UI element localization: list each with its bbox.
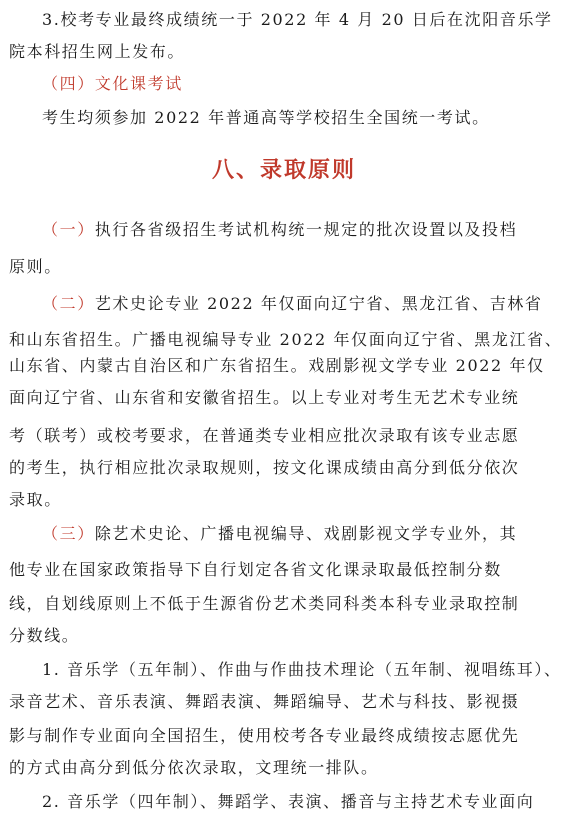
item-line: 的考生，执行相应批次录取规则，按文化课成绩由高分到低分依次 xyxy=(9,458,520,477)
item-line: 考（联考）或校考要求，在普通类专业相应批次录取有该专业志愿 xyxy=(9,426,520,445)
subitem-line: 影与制作专业面向全国招生，使用校考各专业最终成绩按志愿优先 xyxy=(9,726,520,745)
subsection-title: 文化课考试 xyxy=(94,74,183,93)
section-heading: 八、录取原则 xyxy=(211,157,356,183)
item-line xyxy=(42,524,560,544)
paragraph-line: 3.校考专业最终成绩统一于 2022 年 4 月 20 日后在沈阳音乐学 xyxy=(42,10,553,29)
item-line: 线，自划线原则上不低于生源省份艺术类同科类本科专业录取控制 xyxy=(9,594,520,613)
subitem-line: 的方式由高分到低分依次录取，文理统一排队。 xyxy=(9,758,379,777)
item-number: （二） xyxy=(42,294,95,313)
item-line: 分数线。 xyxy=(9,626,80,645)
item-text: 艺术史论专业 2022 年仅面向辽宁省、黑龙江省、吉林省 xyxy=(94,294,543,313)
subitem-line: 1. 音乐学（五年制）、作曲与作曲技术理论（五年制、视唱练耳）、 xyxy=(42,660,562,679)
item-line: 和山东省招生。广播电视编导专业 2022 年仅面向辽宁省、黑龙江省、 xyxy=(9,330,563,349)
item-line: 他专业在国家政策指导下自行划定各省文化课录取最低控制分数 xyxy=(9,560,502,579)
item-number: （一） xyxy=(42,220,95,239)
item-line: 山东省、内蒙古自治区和广东省招生。戏剧影视文学专业 2022 年仅 xyxy=(9,356,545,375)
item-line: 原则。 xyxy=(9,257,62,276)
item-line: 面向辽宁省、山东省和安徽省招生。以上专业对考生无艺术专业统 xyxy=(9,388,520,407)
item-line xyxy=(42,294,560,314)
subsection-heading-4 xyxy=(42,74,560,94)
item-line xyxy=(42,220,560,240)
paragraph-line: 院本科招生网上发布。 xyxy=(9,42,186,61)
item-text: 除艺术史论、广播电视编导、戏剧影视文学专业外，其 xyxy=(94,524,518,543)
subitem-line: 2. 音乐学（四年制）、舞蹈学、表演、播音与主持艺术专业面向 xyxy=(42,792,535,811)
item-number: （三） xyxy=(42,524,95,543)
paragraph-line: 考生均须参加 2022 年普通高等学校招生全国统一考试。 xyxy=(42,108,490,127)
subitem-line: 录音艺术、音乐表演、舞蹈表演、舞蹈编导、艺术与科技、影视摄 xyxy=(9,692,520,711)
item-line: 录取。 xyxy=(9,490,62,509)
item-text: 执行各省级招生考试机构统一规定的批次设置以及投档 xyxy=(94,220,518,239)
subsection-number: （四） xyxy=(42,74,95,93)
